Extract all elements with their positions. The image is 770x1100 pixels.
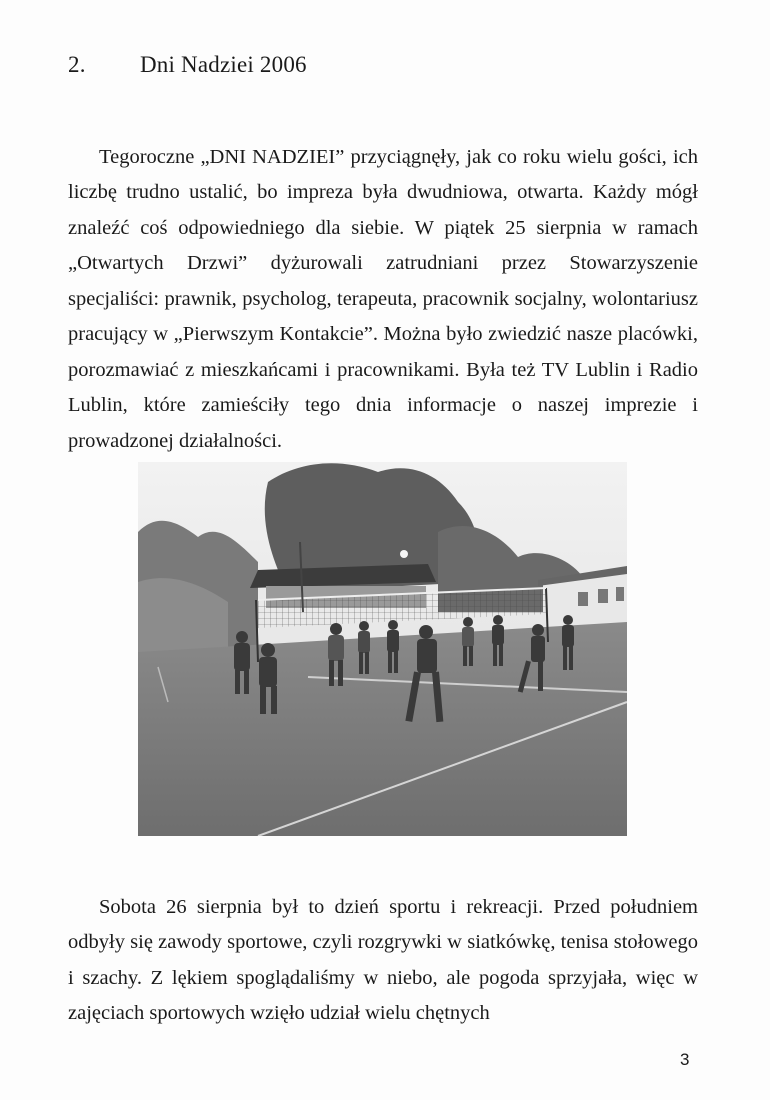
paragraph-1: Tegoroczne „DNI NADZIEI” przyciągnęły, jak co roku wielu gości, ich liczbę trudno ustalić, bo impreza była dwudniowa, otwarta. Każdy mógł znaleźć coś odpowiedniego dla siebie. W piątek 25 sierpnia w ramach „Otwartych Drzwi” dyżurowali zatrudniani przez Stowarzyszenie specjaliści: prawnik, psycholog, terapeuta, pracownik socjalny, wolontariusz pracujący w „Pierwszym Kontakcie”. Można było zwiedzić nasze placówki, porozmawiać z mieszkańcami i pracownikami. Była też TV Lublin i Radio Lublin, które zamieściły tego dnia informacje o naszej imprezie i prowadzonej działalności. [68, 145, 698, 452]
section-number: 2. [68, 52, 86, 77]
section-title: Dni Nadziei 2006 [140, 52, 307, 77]
page-number: 3 [680, 1050, 690, 1069]
section-heading [68, 52, 307, 78]
volleyball-photo [138, 462, 627, 836]
paragraph-2: Sobota 26 sierpnia był to dzień sportu i rekreacji. Przed południem odbyły się zawody sportowe, czyli rozgrywki w siatkówkę, tenisa stołowego i szachy. Z lękiem spoglądaliśmy w niebo, ale pogoda sprzyjała, więc w zajęciach sportowych wzięło udział wielu chętnych [68, 895, 698, 1024]
